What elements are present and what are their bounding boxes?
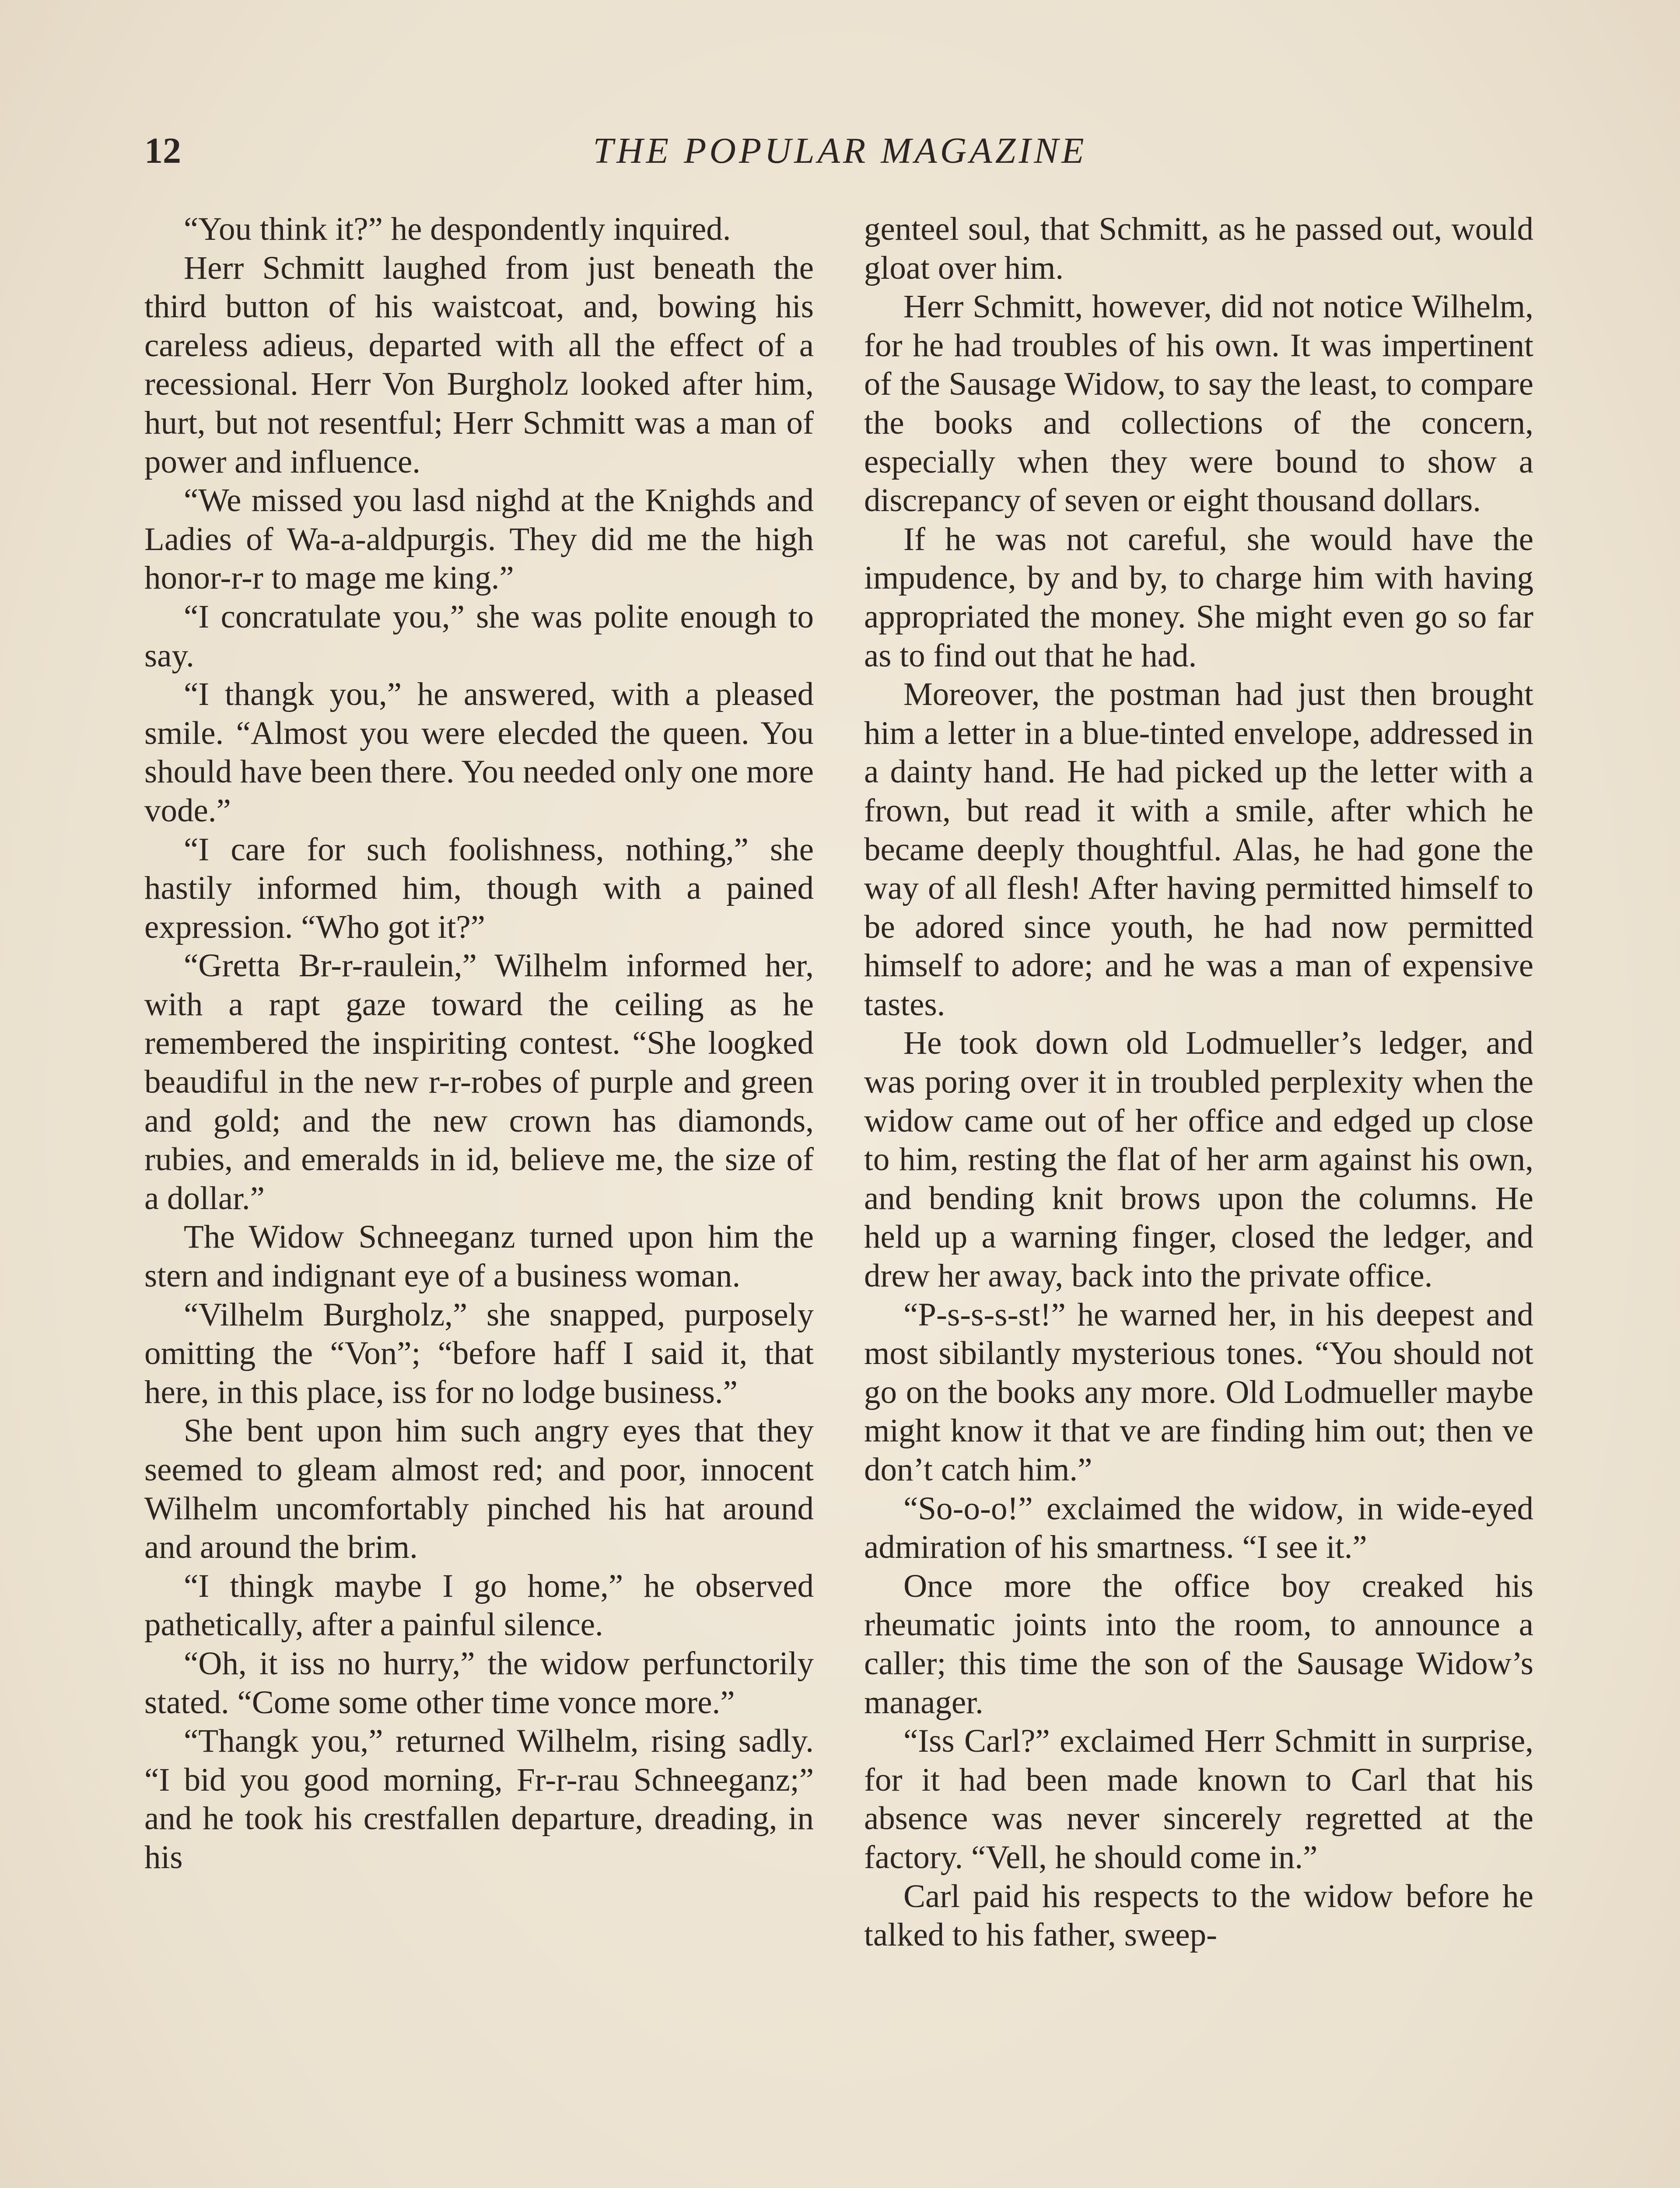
paragraph: “So-o-o!” exclaimed the widow, in wide-eyed admiration of his smartness. “I see it.”: [864, 1490, 1533, 1566]
page-header: [144, 127, 1536, 175]
right-column: [864, 210, 1533, 1955]
paragraph: “We missed you lasd nighd at the Knighds and Ladies of Wa-a-aldpurgis. They did me the high honor-r-r to mage me king.”: [144, 482, 814, 596]
paragraph: “Oh, it iss no hurry,” the widow perfunctorily stated. “Come some other time vonce more.”: [144, 1645, 814, 1721]
paragraph: “I concratulate you,” she was polite enough to say.: [144, 598, 814, 674]
paragraph: “Thangk you,” returned Wilhelm, rising sadly. “I bid you good morning, Fr-r-rau Schneeganz;” and he took his crestfallen departure, dreading, in his: [144, 1723, 814, 1876]
paragraph: “Gretta Br-r-raulein,” Wilhelm informed her, with a rapt gaze toward the ceiling as he remembered the inspiriting contest. “She loogked beaudiful in the new r-r-robes of purple and green and gold; and the new crown has diamonds, rubies, and emeralds in id, believe me, the size of a dollar.”: [144, 947, 814, 1217]
paragraph: The Widow Schneeganz turned upon him the stern and indignant eye of a business woman.: [144, 1219, 814, 1294]
paragraph: “You think it?” he despondently inquired.: [184, 211, 731, 247]
paragraph: He took down old Lodmueller’s ledger, and was poring over it in troubled perplexity when the widow came out of her office and edged up close to him, resting the flat of her arm against his own, and bending knit brows upon the columns. He held up a warning finger, closed the ledger, and drew her away, back into the private office.: [864, 1025, 1533, 1294]
paragraph: “I thingk maybe I go home,” he observed pathetically, after a painful silence.: [144, 1567, 814, 1643]
magazine-title: THE POPULAR MAGAZINE: [593, 130, 1087, 171]
paragraph: Herr Schmitt, however, did not notice Wilhelm, for he had troubles of his own. It was impertinent of the Sausage Widow, to say the least, to compare the books and collections of the concern, especially when they were bound to show a discrepancy of seven or eight thousand dollars.: [864, 288, 1533, 519]
paragraph: Herr Schmitt laughed from just beneath the third button of his waistcoat, and, bowing his careless adieus, departed with all the effect of a recessional. Herr Von Burgholz looked after him, hurt, but not resentful; Herr Schmitt was a man of power and influence.: [144, 249, 814, 480]
paragraph: “P-s-s-s-st!” he warned her, in his deepest and most sibilantly mysterious tones. “You should not go on the books any more. Old Lodmueller maybe might know it that ve are finding him out; then ve don’t catch him.”: [864, 1296, 1533, 1488]
paragraph: She bent upon him such angry eyes that they seemed to gleam almost red; and poor, innocent Wilhelm uncomfortably pinched his hat around and around the brim.: [144, 1413, 814, 1566]
paragraph-continuation: genteel soul, that Schmitt, as he passed out, would gloat over him.: [864, 211, 1533, 286]
paragraph: Once more the office boy creaked his rheumatic joints into the room, to announce a caller; this time the son of the Sausage Widow’s manager.: [864, 1567, 1533, 1721]
left-column: [144, 210, 814, 1877]
paragraph: If he was not careful, she would have the impudence, by and by, to charge him with having appropriated the money. She might even go so far as to find out that he had.: [864, 521, 1533, 674]
page-number: 12: [144, 130, 181, 171]
paragraph: “Iss Carl?” exclaimed Herr Schmitt in surprise, for it had been made known to Carl that his absence was never sincerely regretted at the factory. “Vell, he should come in.”: [864, 1723, 1533, 1876]
paragraph: “I care for such foolishness, nothing,” she hastily informed him, though with a pained expression. “Who got it?”: [144, 831, 814, 945]
paragraph: “Vilhelm Burgholz,” she snapped, purposely omitting the “Von”; “before haff I said it, that here, in this place, iss for no lodge business.”: [144, 1296, 814, 1410]
paragraph: Carl paid his respects to the widow before he talked to his father, sweep-: [864, 1878, 1533, 1953]
paragraph: Moreover, the postman had just then brought him a letter in a blue-tinted envelope, addressed in a dainty hand. He had picked up the letter with a frown, but read it with a smile, after which he became deeply thoughtful. Alas, he had gone the way of all flesh! After having permitted himself to be adored since youth, he had now permitted himself to adore; and he was a man of expensive tastes.: [864, 676, 1533, 1023]
paragraph: “I thangk you,” he answered, with a pleased smile. “Almost you were elecded the queen. You should have been there. You needed only one more vode.”: [144, 676, 814, 829]
